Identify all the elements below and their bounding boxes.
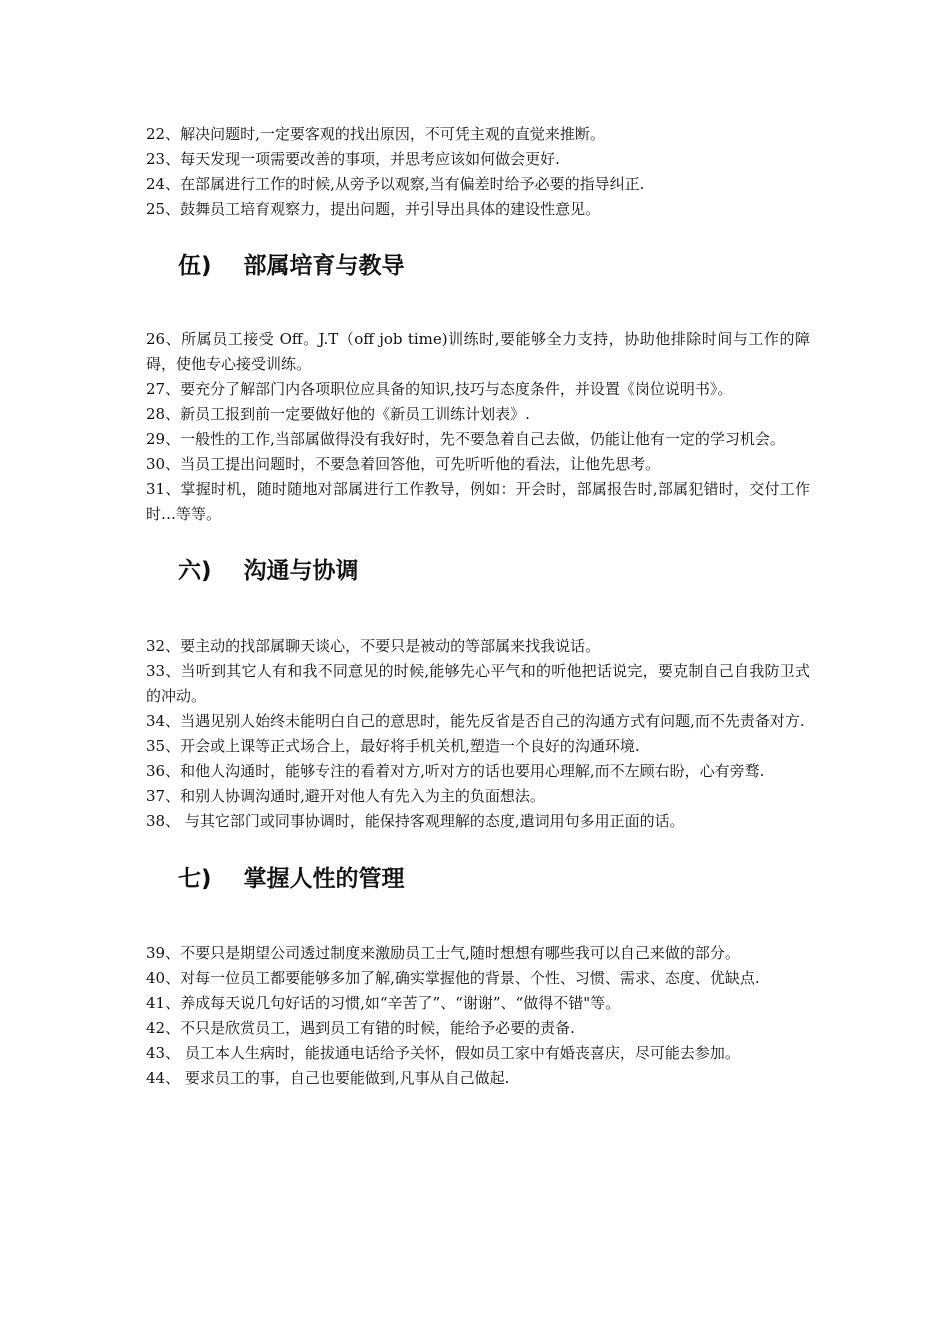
item-27: 27、要充分了解部门内各项职位应具备的知识,技巧与态度条件，并设置《岗位说明书》。 — [146, 380, 733, 398]
item-44: 44、 要求员工的事，自己也要能做到,凡事从自己做起. — [146, 1069, 510, 1087]
section-title: 部属培育与教导 — [243, 253, 405, 279]
item-36: 36、和他人沟通时，能够专注的看着对方,听对方的话也要用心理解,而不左顾右盼，心有旁骛. — [146, 762, 765, 780]
item-39: 39、不要只是期望公司透过制度来激励员工士气,随时想想有哪些我可以自己来做的部分。 — [146, 944, 740, 962]
item-25: 25、鼓舞员工培育观察力，提出问题，并引导出具体的建设性意见。 — [146, 200, 601, 218]
section-number: 七) — [178, 866, 212, 892]
item-42: 42、不只是欣赏员工，遇到员工有错的时候，能给予必要的责备. — [146, 1019, 575, 1037]
item-24: 24、在部属进行工作的时候,从旁予以观察,当有偏差时给予必要的指导纠正. — [146, 175, 645, 193]
section-heading-7 — [146, 863, 810, 895]
section-title: 沟通与协调 — [243, 558, 359, 584]
item-29: 29、一般性的工作,当部属做得没有我好时，先不要急着自己去做，仍能让他有一定的学习机会。 — [146, 430, 785, 448]
document-page — [146, 122, 810, 1091]
section-title: 掌握人性的管理 — [243, 866, 405, 892]
item-35: 35、开会或上课等正式场合上，最好将手机关机,塑造一个良好的沟通环境. — [146, 737, 640, 755]
section-heading-6 — [146, 555, 810, 587]
item-28: 28、新员工报到前一定要做好他的《新员工训练计划表》. — [146, 405, 530, 423]
item-41: 41、养成每天说几句好话的习惯,如“辛苦了”、“谢谢”、“做得不错"等。 — [146, 994, 621, 1012]
section-number: 伍) — [178, 253, 212, 279]
item-26: 26、所属员工接受 Off。J.T（off job time)训练时,要能够全力支持，协助他排除时间与工作的障碍，使他专心接受训练。 — [146, 330, 810, 373]
item-33: 33、当听到其它人有和我不同意见的时候,能够先心平气和的听他把话说完，要克制自己自我防卫式的冲动。 — [146, 662, 810, 705]
item-37: 37、和别人协调沟通时,避开对他人有先入为主的负面想法。 — [146, 787, 545, 805]
item-32: 32、要主动的找部属聊天谈心，不要只是被动的等部属来找我说话。 — [146, 637, 601, 655]
item-34: 34、当遇见别人始终未能明白自己的意思时，能先反省是否自己的沟通方式有问题,而不先责备对方. — [146, 712, 805, 730]
item-40: 40、对每一位员工都要能够多加了解,确实掌握他的背景、个性、习惯、需求、态度、优缺点. — [146, 969, 760, 987]
item-22: 22、解决问题时,一定要客观的找出原因，不可凭主观的直觉来推断。 — [146, 125, 605, 143]
item-23: 23、每天发现一项需要改善的事项，并思考应该如何做会更好. — [146, 150, 560, 168]
item-30: 30、当员工提出问题时，不要急着回答他，可先听听他的看法，让他先思考。 — [146, 455, 661, 473]
item-31: 31、掌握时机，随时随地对部属进行工作教导，例如：开会时，部属报告时,部属犯错时，交付工作时…等等。 — [146, 480, 810, 523]
section-number: 六) — [178, 558, 212, 584]
section-heading-5 — [146, 250, 810, 282]
item-38: 38、 与其它部门或同事协调时，能保持客观理解的态度,遣词用句多用正面的话。 — [146, 812, 685, 830]
item-43: 43、 员工本人生病时，能拔通电话给予关怀，假如员工家中有婚丧喜庆，尽可能去参加。 — [146, 1044, 740, 1062]
